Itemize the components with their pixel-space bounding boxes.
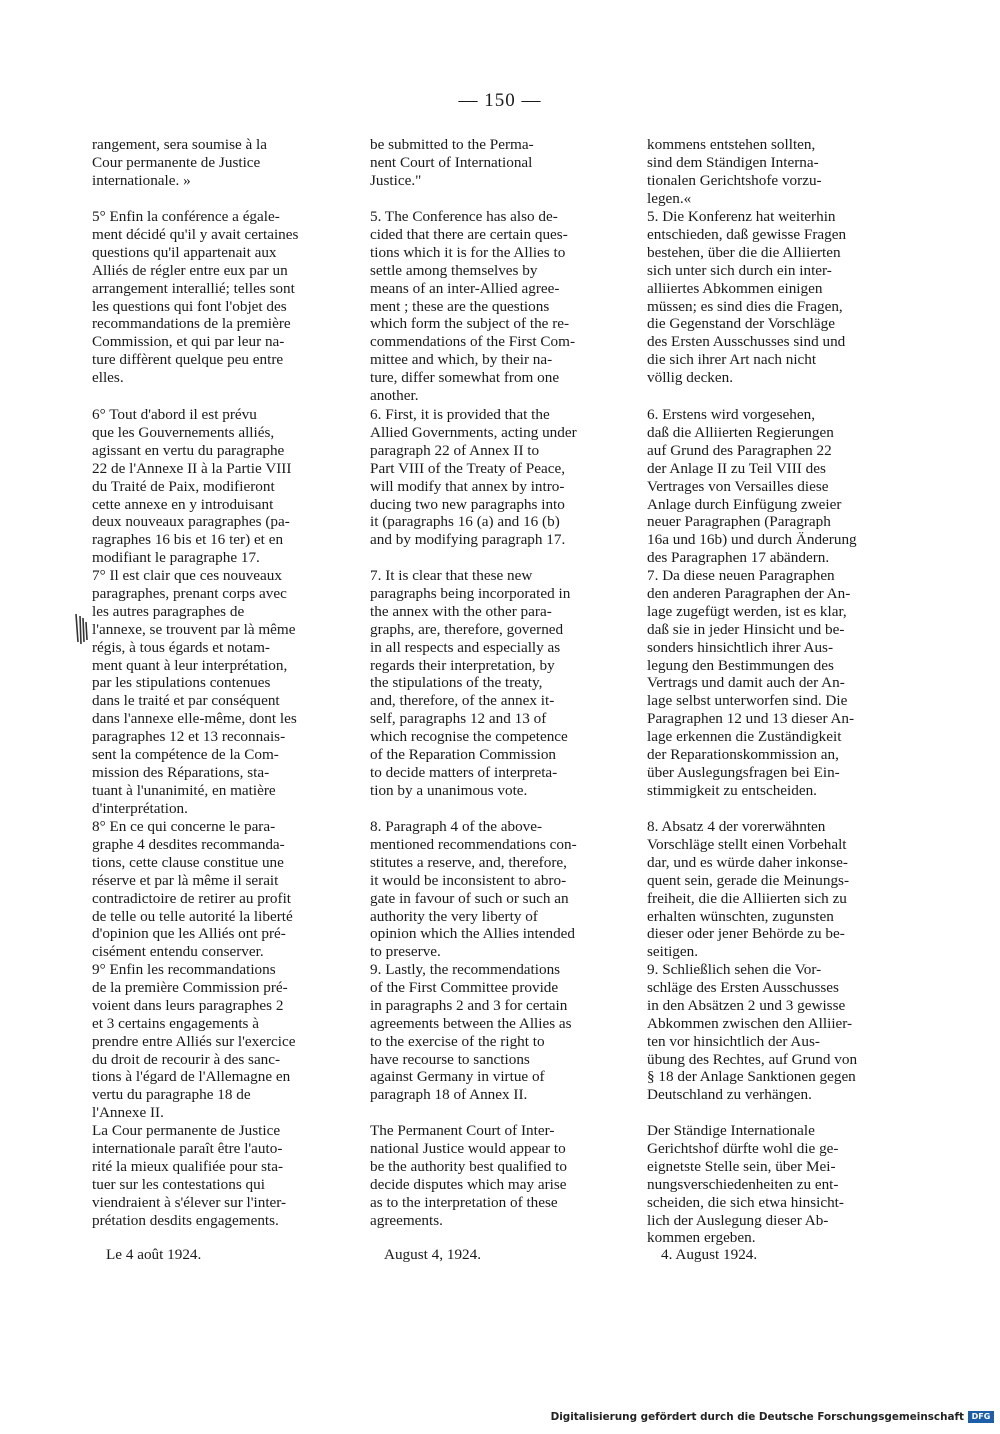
french-paragraph-conclusion: La Cour permanente de Justice internationale paraît être l'auto- rité la mieux qualifiée pour sta- tuer sur les contestations qui viendraient à s'élever sur l'inter- prétation desdits engagements. xyxy=(92,1122,287,1229)
french-paragraph-9: 9° Enfin les recommandations de la première Commission pré- voient dans leurs paragraphes 2 et 3 certains engagements à prendre entre Alliés sur l'exercice du droit de recourir à des sanc- tions à l'égard de l'Allemagne en vertu du paragraphe 18 de l'Annexe II. xyxy=(92,961,296,1122)
page-number: — 150 — xyxy=(458,90,542,111)
german-paragraph-5: 5. Die Konferenz hat weiterhin entschieden, daß gewisse Fragen bestehen, über die die Alliierten sich unter sich durch ein inter- alliiertes Abkommen einigen müssen; es sind dies die Fragen, die Gegenstand der Vorschläge des Ersten Ausschusses sind und die sich ihrer Art nach nicht völlig decken. xyxy=(647,208,847,387)
german-paragraph-7: 7. Da diese neuen Paragraphen den anderen Paragraphen der An- lage zugefügt werden, ist es klar, daß sie in jeder Hinsicht und be- sonders hinsichtlich ihrer Aus- legung den Bestimmungen des Vertrags und damit auch der An- lage selbst unterworfen sind. Die Paragraphen 12 und 13 dieser An- lage erkennen die Zuständigkeit der Reparationskommission an, über Auslegungsfragen bei Ein- stimmigkeit zu entscheiden. xyxy=(647,567,855,799)
german-paragraph-conclusion: Der Ständige Internationale Gerichtshof dürfte wohl die ge- eignetste Stelle sein, über Mei- nungsverschiedenheiten zu ent- scheiden, die sich etwa hinsicht- lich der Auslegung dieser Ab- kommen ergeben. xyxy=(647,1122,844,1247)
dfg-logo-icon: DFG xyxy=(968,1411,994,1423)
english-paragraph-9: 9. Lastly, the recommendations of the First Committee provide in paragraphs 2 and 3 for certain agreements between the Allies as to the exercise of the right to have recourse to sanctions against Germany in virtue of paragraph 18 of Annex II. xyxy=(370,961,572,1104)
german-paragraph-8: 8. Absatz 4 der vorerwähnten Vorschläge stellt einen Vorbehalt dar, und es würde daher inkonse- quent sein, gerade die Meinungs- freiheit, die die Alliierten sich zu erhalten wünschten, zugunsten dieser oder jener Behörde zu be- seitigen. xyxy=(647,818,850,961)
english-paragraph-6: 6. First, it is provided that the Allied Governments, acting under paragraph 22 of Annex II to Part VIII of the Treaty of Peace, will modify that annex by intro- ducing two new paragraphs into it (paragraphs 16 (a) and 16 (b) and by modifying paragraph 17. xyxy=(370,406,577,549)
german-paragraph-6: 6. Erstens wird vorgesehen, daß die Alliierten Regierungen auf Grund des Paragraphen 22 der Anlage II zu Teil VIII des Vertrages von Versailles diese Anlage durch Einfügung zweier neuer Paragraphen (Paragraph 16a und 16b) und durch Änderung des Paragraphen 17 abändern. xyxy=(647,406,857,567)
english-paragraph-5: 5. The Conference has also de- cided that there are certain ques- tions which it is for the Allies to settle among themselves by means of an inter-Allied agree- ment ; these are the questions which form the subject of the re- commendations of the First Com- mittee and which, by their na- ture, differ somewhat from one another. xyxy=(370,208,576,405)
english-paragraph-conclusion: The Permanent Court of Inter- national Justice would appear to be the authority best qualified to decide disputes which may arise as to the interpretation of these agreements. xyxy=(370,1122,567,1229)
margin-smudge-icon xyxy=(73,612,89,646)
german-paragraph-9: 9. Schließlich sehen die Vor- schläge des Ersten Ausschusses in den Absätzen 2 und 3 gewisse Abkommen zwischen den Alliier- ten vor hinsichtlich der Aus- übung des Rechtes, auf Grund von § 18 der Anlage Sanktionen gegen Deutschland zu verhängen. xyxy=(647,961,858,1104)
digitization-footer xyxy=(551,1411,994,1423)
german-date: 4. August 1924. xyxy=(661,1246,758,1263)
french-paragraph-7: 7° Il est clair que ces nouveaux paragraphes, prenant corps avec les autres paragraphes de l'annexe, se trouvent par là même régis, à tous égards et notam- ment quant à leur interprétation, par les stipulations contenues dans le traité et par conséquent dans l'annexe elle-même, dont les paragraphes 12 et 13 reconnais- sent la compétence de la Com- mission des Réparations, sta- tuant à l'unanimité, en matière d'interprétation. xyxy=(92,567,297,817)
french-paragraph-6: 6° Tout d'abord il est prévu que les Gouvernements alliés, agissant en vertu du paragraphe 22 de l'Annexe II à la Partie VIII du Traité de Paix, modifieront cette annexe en y introduisant deux nouveaux paragraphes (pa- ragraphes 16 bis et 16 ter) et en modifiant le paragraphe 17. xyxy=(92,406,292,567)
english-paragraph-continuation: be submitted to the Perma- nent Court of International Justice." xyxy=(370,136,534,189)
english-paragraph-8: 8. Paragraph 4 of the above- mentioned recommendations con- stitutes a reserve, and, therefore, it would be inconsistent to abro- gate in favour of such or such an authority the very liberty of opinion which the Allies intended to preserve. xyxy=(370,818,577,961)
french-paragraph-8: 8° En ce qui concerne le para- graphe 4 desdites recommanda- tions, cette clause constitue une réserve et par là même il serait contradictoire de retirer au profit de telle ou telle autorité la liberté d'opinion que les Alliés ont pré- cisément entendu conserver. xyxy=(92,818,293,961)
french-date: Le 4 août 1924. xyxy=(106,1246,202,1263)
german-paragraph-continuation: kommens entstehen sollten, sind dem Ständigen Interna- tionalen Gerichtshofe vorzu- legen.« xyxy=(647,136,822,207)
french-paragraph-5: 5° Enfin la conférence a égale- ment décidé qu'il y avait certaines questions qu'il appartenait aux Alliés de régler entre eux par un arrangement interallié; telles sont les questions qui font l'objet des recommandations de la première Commission, et qui par leur na- ture diffèrent quelque peu entre elles. xyxy=(92,208,299,387)
footer-funding-text: Digitalisierung gefördert durch die Deutsche Forschungsgemeinschaft xyxy=(550,1411,964,1423)
english-paragraph-7: 7. It is clear that these new paragraphs being incorporated in the annex with the other para- graphs, are, therefore, governed in all respects and especially as regards their interpretation, by the stipulations of the treaty, and, therefore, of the annex it- self, paragraphs 12 and 13 of which recognise the competence of the Reparation Commission to decide matters of interpreta- tion by a unanimous vote. xyxy=(370,567,571,799)
english-date: August 4, 1924. xyxy=(384,1246,482,1263)
french-paragraph-continuation: rangement, sera soumise à la Cour permanente de Justice internationale. » xyxy=(92,136,268,189)
